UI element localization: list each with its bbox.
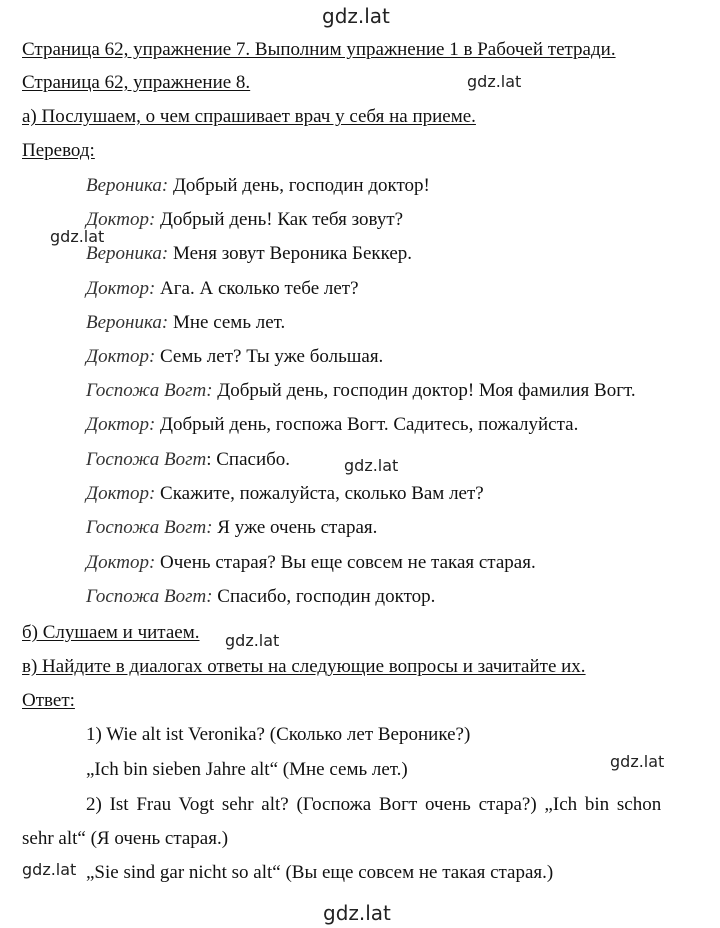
dialogue-text: Добрый день! Как тебя зовут? bbox=[155, 209, 404, 230]
dialogue-line bbox=[86, 313, 285, 332]
speaker-name: Доктор: bbox=[86, 552, 156, 573]
dialogue-text: Добрый день, госпожа Вогт. Садитесь, пожалуйста. bbox=[155, 414, 579, 435]
dialogue-line bbox=[86, 176, 430, 195]
dialogue-text: Семь лет? Ты уже большая. bbox=[155, 346, 384, 367]
answer-1: „Ich bin sieben Jahre alt“ (Мне семь лет.) bbox=[86, 759, 408, 780]
dialogue-line bbox=[86, 587, 435, 606]
translation-label: Перевод: bbox=[22, 140, 95, 161]
watermark: gdz.lat bbox=[467, 72, 522, 91]
dialogue-line bbox=[86, 518, 377, 537]
speaker-name: Госпожа Вогт: bbox=[86, 517, 213, 538]
speaker-name: Госпожа Вогт bbox=[86, 449, 207, 470]
dialogue-line bbox=[86, 279, 359, 298]
speaker-name: Доктор: bbox=[86, 346, 156, 367]
dialogue-text: Добрый день, господин доктор! Моя фамилия Вогт. bbox=[212, 380, 636, 401]
dialogue-line bbox=[86, 210, 403, 229]
exercise-7-header: Страница 62, упражнение 7. Выполним упражнение 1 в Рабочей тетради. bbox=[22, 39, 616, 60]
dialogue-text: Очень старая? Вы еще совсем не такая старая. bbox=[155, 552, 536, 573]
dialogue-line bbox=[86, 484, 484, 503]
speaker-name: Доктор: bbox=[86, 414, 156, 435]
watermark: gdz.lat bbox=[225, 631, 280, 650]
dialogue-text: : Спасибо. bbox=[206, 449, 291, 470]
watermark-top: gdz.lat bbox=[322, 4, 390, 28]
dialogue-line bbox=[86, 450, 290, 469]
dialogue-text: Мне семь лет. bbox=[168, 312, 286, 333]
dialogue-line bbox=[86, 415, 578, 434]
dialogue-text: Добрый день, господин доктор! bbox=[168, 175, 430, 196]
dialogue-text: Я уже очень старая. bbox=[212, 517, 378, 538]
speaker-name: Доктор: bbox=[86, 278, 156, 299]
watermark: gdz.lat bbox=[22, 860, 77, 879]
speaker-name: Вероника: bbox=[86, 175, 169, 196]
dialogue-line bbox=[86, 244, 412, 263]
speaker-name: Госпожа Вогт: bbox=[86, 380, 213, 401]
speaker-name: Доктор: bbox=[86, 483, 156, 504]
speaker-name: Вероника: bbox=[86, 243, 169, 264]
question-2: 2) Ist Frau Vogt sehr alt? (Госпожа Вогт очень стара?) „Ich bin schon bbox=[86, 794, 662, 815]
dialogue-text: Меня зовут Вероника Беккер. bbox=[168, 243, 413, 264]
dialogue-text: Ага. А сколько тебе лет? bbox=[155, 278, 359, 299]
section-c-heading: в) Найдите в диалогах ответы на следующие вопросы и зачитайте их. bbox=[22, 656, 586, 677]
watermark: gdz.lat bbox=[344, 456, 399, 475]
watermark-bottom: gdz.lat bbox=[323, 901, 391, 925]
question-2-continuation: sehr alt“ (Я очень старая.) bbox=[22, 828, 229, 849]
speaker-name: Вероника: bbox=[86, 312, 169, 333]
question-1: 1) Wie alt ist Veronika? (Сколько лет Веронике?) bbox=[86, 724, 471, 745]
dialogue-line bbox=[86, 553, 536, 572]
watermark: gdz.lat bbox=[50, 227, 105, 246]
answer-2: „Sie sind gar nicht so alt“ (Вы еще совсем не такая старая.) bbox=[86, 862, 554, 883]
speaker-name: Госпожа Вогт: bbox=[86, 586, 213, 607]
dialogue-line bbox=[86, 381, 636, 400]
dialogue-text: Спасибо, господин доктор. bbox=[212, 586, 436, 607]
dialogue-line bbox=[86, 347, 383, 366]
watermark: gdz.lat bbox=[610, 752, 665, 771]
dialogue-text: Скажите, пожалуйста, сколько Вам лет? bbox=[155, 483, 484, 504]
answer-label: Ответ: bbox=[22, 690, 75, 711]
section-b-heading: б) Слушаем и читаем. bbox=[22, 622, 200, 643]
section-a-heading: а) Послушаем, о чем спрашивает врач у себя на приеме. bbox=[22, 106, 476, 127]
speaker-name: Доктор: bbox=[86, 209, 156, 230]
exercise-8-header: Страница 62, упражнение 8. bbox=[22, 72, 251, 93]
